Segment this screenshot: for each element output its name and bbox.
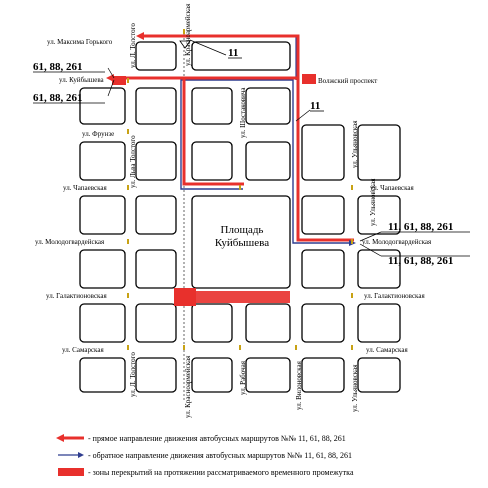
street-label-maxima-gorkogo: ул. Максима Горького <box>47 38 113 46</box>
street-label-molodogvardeiskaya-left: ул. Молодогвардейская <box>35 238 105 246</box>
street-label-samarskaya-right: ул. Самарская <box>366 346 408 354</box>
street-label-krasnoarmeiskaya-top: ул. Красноармейская <box>184 3 192 66</box>
street-label-galaktionovskaya-left: ул. Галактионовская <box>46 292 107 300</box>
street-label-galaktionovskaya-right: ул. Галактионовская <box>364 292 425 300</box>
route-label-top-11: 11 <box>228 47 239 59</box>
street-label-samarskaya-left: ул. Самарская <box>62 346 104 354</box>
street-label-chapaevskaya-left: ул. Чапаевская <box>63 184 107 192</box>
forward-arrow-west <box>106 74 114 82</box>
street-label-molodogvardeiskaya-right: ул. Молодогвардейская <box>362 238 432 246</box>
legend-reverse-text: - обратное направление движения автобусных маршрутов №№ 11, 61, 88, 261 <box>88 451 352 460</box>
street-label-krasnoarmeiskaya-bottom: ул. Красноармейская <box>184 355 192 418</box>
legend-forward-arrow-icon <box>56 434 64 442</box>
street-label-vilonovskaya: ул. Вилоновская <box>295 361 303 410</box>
closure-zone-volzhsky <box>302 74 316 84</box>
route-label-right-2: 11, 61, 88, 261 <box>388 255 454 267</box>
street-label-kuibysheva: ул. Куйбышева <box>59 76 104 84</box>
legend-closure-text: - зоны перекрытий на протяжении рассматриваемого временного промежутка <box>88 468 354 477</box>
route-label-right-1: 11, 61, 88, 261 <box>388 221 454 233</box>
forward-arrow-top <box>136 32 144 40</box>
street-label-l-tolstogo-bottom: ул. Л. Толстого <box>129 352 137 397</box>
legend-reverse-arrow-icon <box>78 452 84 458</box>
route-label-left-1: 61, 88, 261 <box>33 61 83 73</box>
street-label-volzhsky: Волжский проспект <box>318 77 378 85</box>
route-label-mid-11: 11 <box>310 100 321 112</box>
street-label-frunze: ул. Фрунзе <box>82 130 115 138</box>
street-label-shostakovicha: ул. Шостаковича <box>239 87 247 138</box>
square-title-line2: Куйбышева <box>214 237 270 249</box>
street-label-ranneva: ул. Рабочая <box>239 361 247 395</box>
street-label-chapaevskaya-right: ул. Чапаевская <box>370 184 414 192</box>
square-title-line1: Площадь <box>220 224 264 236</box>
street-label-ulyanovskaya-mid: ул. Ульяновская <box>369 178 377 226</box>
legend-forward-text: - прямое направление движения автобусных маршрутов №№ 11, 61, 88, 261 <box>88 434 346 443</box>
street-label-ulyanovskaya-bottom: ул. Ульяновская <box>351 364 359 412</box>
legend <box>56 434 354 477</box>
legend-closure-swatch <box>58 468 84 476</box>
street-label-l-tolstogo-top: ул. Л. Толстого <box>129 23 137 68</box>
street-label-ulyanovskaya-top: ул. Ульяновская <box>351 120 359 168</box>
street-label-l-tolstogo-mid: ул. Льва Толстого <box>129 135 137 188</box>
closure-zone-square-corner <box>174 288 196 306</box>
route-label-left-2: 61, 88, 261 <box>33 92 83 104</box>
